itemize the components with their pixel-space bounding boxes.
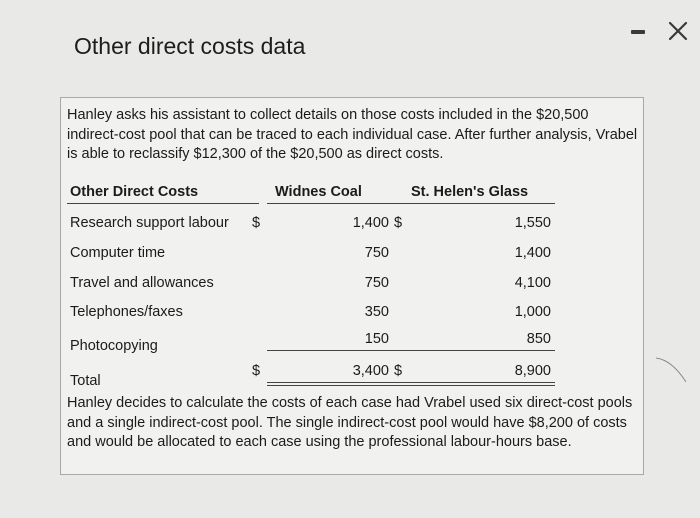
header-st-helens-glass: St. Helen's Glass [411, 184, 529, 200]
subtotal-underline-col2 [407, 350, 555, 351]
total-double-underline-col2 [407, 382, 555, 383]
row-label: Photocopying [70, 338, 158, 354]
widnes-coal-value: 150 [364, 331, 389, 347]
currency-symbol: $ [252, 363, 261, 379]
currency-symbol: $ [394, 363, 403, 379]
footer-text: Hanley decides to calculate the costs of each case had Vrabel used six direct-cost pools and a single indirect-cost pool. The single indirect-cost pool would have $8,200 of costs and would be allocated to each case using the professional labour-hours base. [67, 395, 633, 450]
minimize-icon[interactable] [631, 30, 645, 34]
st-helens-glass-value: 850 [526, 331, 551, 347]
row-label: Research support labour [70, 215, 229, 231]
subtotal-underline-col1 [267, 350, 407, 351]
content-card [60, 97, 644, 475]
st-helens-glass-value: 1,400 [514, 245, 551, 261]
page-title: Other direct costs data [74, 33, 306, 59]
widnes-coal-value: 1,400 [352, 215, 389, 231]
currency-symbol: $ [252, 215, 261, 231]
widnes-coal-value: 750 [364, 275, 389, 291]
total-double-underline-col1 [267, 382, 407, 383]
st-helens-glass-value: 4,100 [514, 275, 551, 291]
total-double-underline-col1 [267, 385, 407, 386]
header-underline-item [67, 203, 259, 204]
row-label: Computer time [70, 245, 166, 261]
header-other-direct-costs: Other Direct Costs [70, 184, 199, 200]
pen-stroke-mark [652, 352, 692, 392]
close-icon[interactable] [667, 20, 689, 42]
header-widnes-coal: Widnes Coal [275, 184, 362, 200]
widnes-coal-total: 3,400 [352, 363, 389, 379]
header-underline-col1 [267, 203, 407, 204]
row-label: Travel and allowances [70, 275, 214, 291]
total-double-underline-col2 [407, 385, 555, 386]
widnes-coal-value: 350 [364, 304, 389, 320]
total-label: Total [70, 373, 101, 389]
st-helens-glass-value: 1,550 [514, 215, 551, 231]
st-helens-glass-total: 8,900 [514, 363, 551, 379]
intro-text: Hanley asks his assistant to collect details on those costs included in the $20,500 indirect-cost pool that can be traced to each individual case. After further analysis, Vrabel is able to reclassify $12,300 of the $20,500 as direct costs. [67, 107, 638, 162]
header-underline-col2 [407, 203, 555, 204]
widnes-coal-value: 750 [364, 245, 389, 261]
row-label: Telephones/faxes [70, 304, 183, 320]
window-controls [625, 16, 695, 46]
st-helens-glass-value: 1,000 [514, 304, 551, 320]
currency-symbol: $ [394, 215, 403, 231]
